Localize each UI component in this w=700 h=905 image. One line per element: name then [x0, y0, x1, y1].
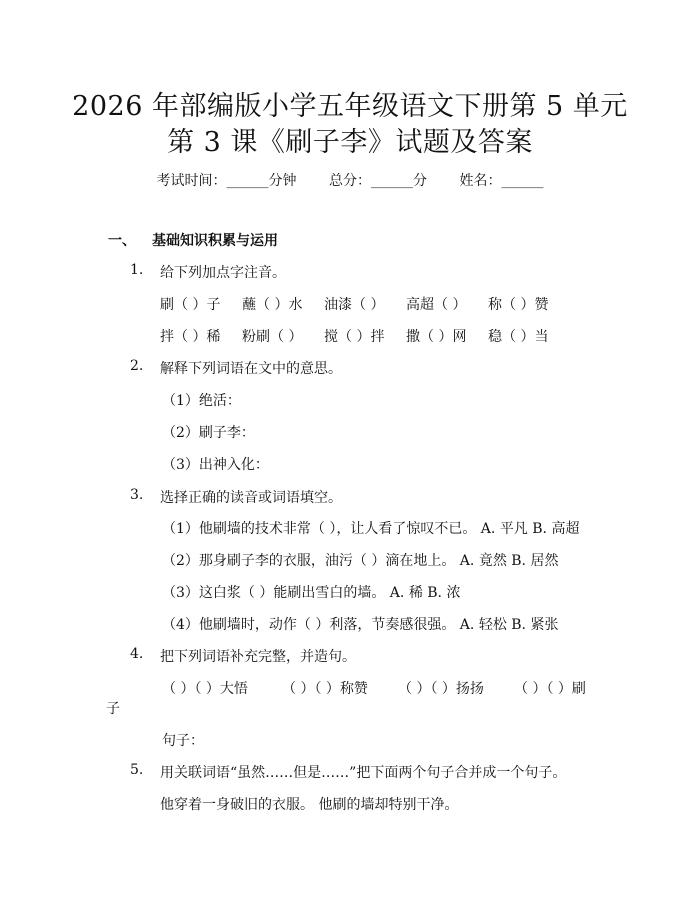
q1-item: 拌（ ）稀: [160, 329, 221, 345]
q1-item: 稳（ ）当: [488, 329, 549, 345]
q2-item: （2）刷子李：: [162, 425, 255, 441]
q4-sentence-label: 句子：: [162, 733, 204, 749]
q1-item: 撒（ ）网: [406, 329, 467, 345]
q3-item: （4）他刷墙时，动作（ ）利落，节奏感很强。 A. 轻松 B. 紧张: [162, 617, 559, 633]
q1-item: 蘸（ ）水: [242, 297, 303, 313]
q2-prompt: 解释下列词语在文中的意思。: [160, 361, 342, 377]
q5-prompt: 用关联词语“虽然……但是……”把下面两个句子合并成一个句子。: [160, 765, 567, 781]
q2-number: 2.: [130, 358, 144, 374]
q1-item: 油漆（ ）: [324, 297, 385, 313]
q5-number: 5.: [130, 762, 144, 778]
q3-item: （1）他刷墙的技术非常（ ），让人看了惊叹不已。 A. 平凡 B. 高超: [162, 521, 580, 537]
title-line-1: 2026 年部编版小学五年级语文下册第 5 单元: [72, 91, 628, 122]
exam-score: 总分：______分: [329, 173, 427, 189]
q1-item: 刷（ ）子: [160, 297, 221, 313]
q5-sentences: 他穿着一身破旧的衣服。 他刷的墙却特别干净。: [160, 797, 459, 813]
section-number: 一、: [108, 233, 136, 249]
q2-item: （1）绝活：: [162, 393, 241, 409]
exam-meta: [0, 170, 700, 190]
exam-time: 考试时间：______分钟: [156, 173, 297, 189]
q2-item: （3）出神入化：: [162, 457, 269, 473]
q1-item: 粉刷（ ）: [242, 329, 303, 345]
q3-prompt: 选择正确的读音或词语填空。: [160, 490, 342, 506]
q3-item: （3）这白浆（ ）能刷出雪白的墙。 A. 稀 B. 浓: [162, 585, 461, 601]
q1-item: 高超（ ）: [406, 297, 467, 313]
section-title: 基础知识积累与运用: [152, 233, 278, 249]
q1-item: 搅（ ）拌: [324, 329, 385, 345]
section-heading: [108, 230, 278, 250]
q4-blank-item: （ ）（ ）刷: [514, 681, 586, 697]
q4-blank-item: （ ）（ ）大悟: [162, 681, 248, 697]
exam-name: 姓名：______: [459, 173, 544, 189]
q3-item: （2）那身刷子李的衣服，油污（ ）滴在地上。 A. 竟然 B. 居然: [162, 553, 559, 569]
q1-prompt: 给下列加点字注音。: [160, 265, 286, 281]
title-line-2: 第 3 课《刷子李》试题及答案: [167, 127, 533, 158]
q1-item: 称（ ）赞: [488, 297, 549, 313]
q4-prompt: 把下列词语补充完整，并造句。: [160, 649, 356, 665]
q4-blank-item: （ ）（ ）称赞: [282, 681, 368, 697]
q1-number: 1.: [130, 262, 144, 278]
q4-number: 4.: [130, 646, 144, 662]
q3-number: 3.: [130, 487, 144, 503]
q4-wrap-char: 子: [106, 701, 120, 717]
q4-blank-item: （ ）（ ）扬扬: [398, 681, 484, 697]
